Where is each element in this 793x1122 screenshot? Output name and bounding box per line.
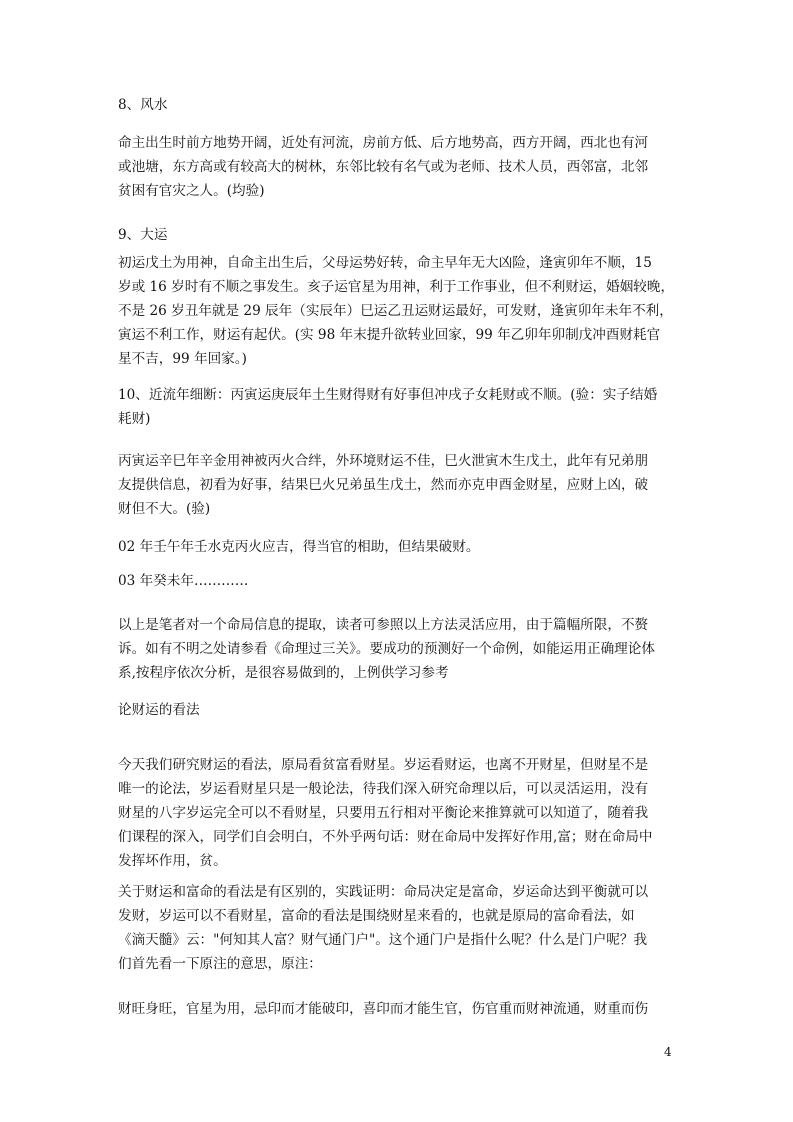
- paragraph: [118, 569, 248, 593]
- section-heading: [118, 698, 200, 722]
- text-line: 们课程的深入，同学们自会明白，不外乎两句话：财在命局中发挥好作用,富；财在命局中: [118, 829, 653, 845]
- text-line: 10、近流年细断：丙寅运庚辰年土生财得财有好事但冲戌子女耗财或不顺。(验：实子结婚: [118, 387, 658, 403]
- text-line: 财但不大。(验): [118, 501, 211, 517]
- paragraph: [118, 535, 479, 559]
- text-line: 发财，岁运可以不看财星，富命的看法是围绕财星来看的，也就是原局的富命看法，如: [118, 908, 635, 924]
- text-line: 以上是笔者对一个命局信息的提取，读者可参照以上方法灵活应用，由于篇幅所限，不赘: [118, 617, 649, 633]
- paragraph: [118, 997, 648, 1021]
- paragraph: [118, 383, 657, 431]
- text-line: 命主出生时前方地势开阔，近处有河流，房前方低、后方地势高，西方开阔，西北也有河: [118, 135, 649, 151]
- text-line: 耗财): [118, 411, 151, 427]
- text-line: 财旺身旺，官星为用，忌印而才能破印，喜印而才能生官，伤官重而财神流通，财重而伤: [118, 1001, 649, 1017]
- text-line: 丙寅运辛巳年辛金用神被丙火合绊，外环境财运不佳，巳火泄寅木生戊土，此年有兄弟朋: [118, 453, 649, 469]
- text-line: 论财运的看法: [118, 702, 200, 718]
- paragraph: [118, 753, 652, 873]
- text-line: 或池塘，东方高或有较高大的树林，东邻比较有名气或为老师、技术人员，西邻富，北邻: [118, 159, 649, 175]
- text-line: 02 年壬午年壬水克丙火应吉，得当官的相助，但结果破财。: [118, 539, 480, 555]
- text-line: 发挥坏作用，贫。: [118, 853, 227, 869]
- paragraph: [118, 613, 655, 685]
- text-line: 们首先看一下原注的意思，原注：: [118, 956, 322, 972]
- text-line: 友提供信息，初看为好事，结果巳火兄弟虽生戊土，然而亦克申酉金财星，应财上凶，破: [118, 477, 649, 493]
- text-line: 财星的八字岁运完全可以不看财星，只要用五行相对平衡论来推算就可以知道了，随着我: [118, 805, 649, 821]
- text-line: 唯一的论法，岁运看财星只是一般论法，待我们深入研究命理以后，可以灵活运用，没有: [118, 781, 649, 797]
- text-line: 初运戊土为用神，自命主出生后，父母运势好转，命主早年无大凶险，逢寅卯年不顺，15: [118, 255, 652, 271]
- text-line: 诉。如有不明之处请参看《命理过三关》。要成功的预测好一个命例，如能运用正确理论体: [118, 641, 655, 657]
- text-line: 星不吉，99 年回家。): [118, 351, 247, 367]
- text-line: 9、大运: [118, 227, 168, 243]
- paragraph: [118, 880, 648, 976]
- section-heading: [118, 223, 167, 247]
- text-line: 今天我们研究财运的看法，原局看贫富看财星。岁运看财运，也离不开财星，但财星不是: [118, 757, 649, 773]
- text-line: 寅运不利工作，财运有起伏。(实 98 年末提升欲转业回家，99 年乙卯年卯制戊冲酉财耗官: [118, 327, 661, 343]
- page-number: 4: [664, 1045, 672, 1059]
- text-line: 关于财运和富命的看法是有区别的，实践证明：命局决定是富命，岁运命达到平衡就可以: [118, 884, 649, 900]
- paragraph: [118, 449, 648, 521]
- text-line: 03 年癸未年…………: [118, 573, 249, 589]
- text-line: 贫困有官灾之人。(均验): [118, 183, 265, 199]
- text-line: 系,按程序依次分析，是很容易做到的，上例供学习参考: [118, 665, 449, 681]
- paragraph: [118, 251, 674, 371]
- text-line: 《滴天髓》云："何知其人富？财气通门户"。这个通门户是指什么呢？什么是门户呢？我: [118, 932, 648, 948]
- text-line: 岁或 16 岁时有不顺之事发生。亥子运官星为用神，利于工作事业，但不利财运，婚姻较晚，: [118, 279, 675, 295]
- section-heading: [118, 93, 167, 117]
- text-line: 8、风水: [118, 97, 168, 113]
- paragraph: [118, 131, 648, 203]
- text-line: 不是 26 岁丑年就是 29 辰年（实辰年）巳运乙丑运财运最好，可发财，逢寅卯年未年不利，: [118, 303, 673, 319]
